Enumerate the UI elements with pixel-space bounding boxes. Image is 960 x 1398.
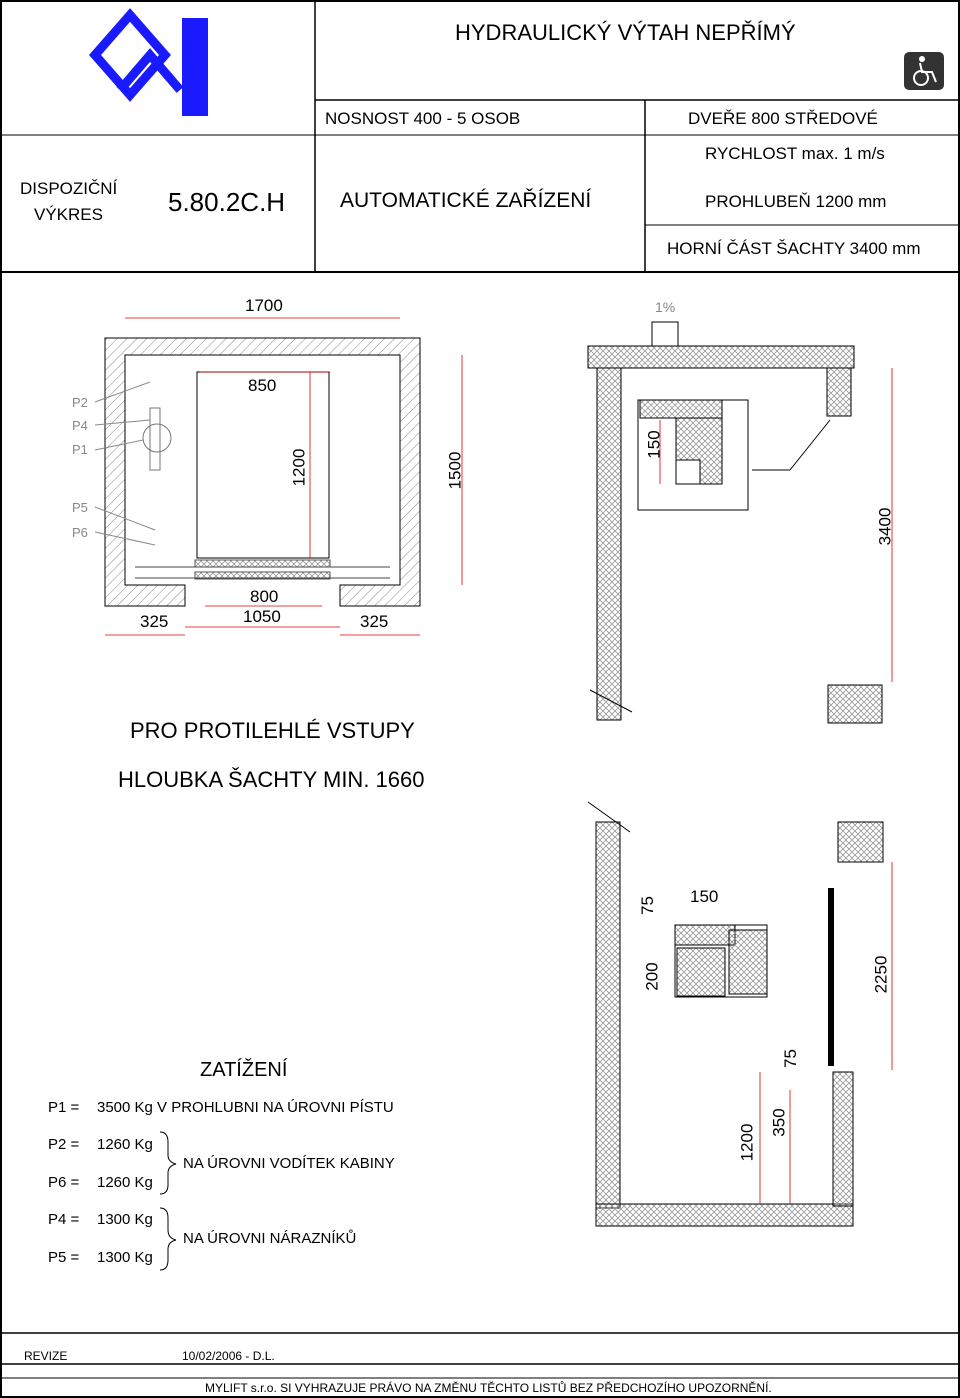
load-braces [160, 1132, 176, 1270]
dim-shaft-width: 1700 [245, 296, 283, 315]
point-label-p1: P1 [72, 442, 88, 457]
dim-2250: 2250 [871, 955, 891, 994]
drawing-type-line1: DISPOZIČNÍ [20, 179, 118, 198]
shaft-top-section [588, 322, 895, 723]
load-p1-label: P1 = [48, 1099, 80, 1116]
pit-detail-section [588, 802, 892, 1226]
load-p2-value: 1260 Kg [97, 1136, 153, 1153]
dim-car-depth: 1200 [289, 448, 309, 487]
dim-beam: 150 [644, 430, 664, 459]
page-title: HYDRAULICKÝ VÝTAH NEPŘÍMÝ [455, 20, 796, 45]
dim-350: 350 [769, 1108, 789, 1137]
pit-spec: PROHLUBEŇ 1200 mm [705, 192, 887, 211]
point-label-p6: P6 [72, 525, 88, 540]
dim-75-top: 75 [637, 896, 657, 915]
point-label-p5: P5 [72, 500, 88, 515]
load-p4-label: P4 = [48, 1211, 80, 1228]
load-p1-value: 3500 Kg V PROHLUBNI NA ÚROVNI PÍSTU [97, 1099, 394, 1116]
dim-shaft-depth: 1500 [445, 451, 465, 490]
dim-side-left: 325 [140, 612, 169, 631]
dim-75-bottom: 75 [780, 1049, 800, 1068]
doors-spec: DVEŘE 800 STŘEDOVÉ [688, 109, 878, 128]
load-p5-value: 1300 Kg [97, 1249, 153, 1266]
load-p2-label: P2 = [48, 1136, 80, 1153]
dim-headroom: 3400 [875, 507, 895, 546]
slope-label: 1% [655, 299, 676, 315]
capacity-spec: NOSNOST 400 - 5 OSOB [325, 109, 521, 128]
load-guides-note: NA ÚROVNI VODÍTEK KABINY [183, 1155, 395, 1172]
speed-spec: RYCHLOST max. 1 m/s [705, 144, 885, 163]
dim-side-right: 325 [360, 612, 389, 631]
mylift-logo [95, 15, 208, 116]
loads-title: ZATÍŽENÍ [200, 1059, 288, 1081]
control-spec: AUTOMATICKÉ ZAŘÍZENÍ [340, 189, 592, 212]
note-min-depth: HLOUBKA ŠACHTY MIN. 1660 [118, 767, 425, 792]
shaft-plan [95, 318, 465, 635]
dim-150: 150 [690, 887, 719, 906]
point-label-p2: P2 [72, 395, 88, 410]
footer-disclaimer: MYLIFT s.r.o. SI VYHRAZUJE PRÁVO NA ZMĚNU TĚCHTO LISTŮ BEZ PŘEDCHOZÍHO UPOZORNĚNÍ. [205, 1381, 772, 1395]
revision-label: REVIZE [24, 1349, 68, 1363]
load-p5-label: P5 = [48, 1249, 80, 1266]
dim-door-width: 800 [250, 587, 279, 606]
load-buffers-note: NA ÚROVNI NÁRAZNÍKŮ [183, 1230, 357, 1247]
dim-200: 200 [642, 962, 662, 991]
dim-door-opening: 1050 [243, 607, 281, 626]
load-p6-label: P6 = [48, 1174, 80, 1191]
dim-car-width: 850 [248, 376, 277, 395]
drawing-number: 5.80.2C.H [168, 187, 286, 217]
load-p6-value: 1260 Kg [97, 1174, 153, 1191]
dim-1200: 1200 [737, 1123, 757, 1162]
point-label-p4: P4 [72, 418, 88, 433]
drawing-type-line2: VÝKRES [34, 205, 103, 224]
headroom-spec: HORNÍ ČÁST ŠACHTY 3400 mm [667, 239, 921, 258]
load-p4-value: 1300 Kg [97, 1211, 153, 1228]
wheelchair-icon [904, 52, 944, 90]
revision-value: 10/02/2006 - D.L. [182, 1349, 275, 1363]
note-opposite-entries: PRO PROTILEHLÉ VSTUPY [130, 718, 415, 743]
